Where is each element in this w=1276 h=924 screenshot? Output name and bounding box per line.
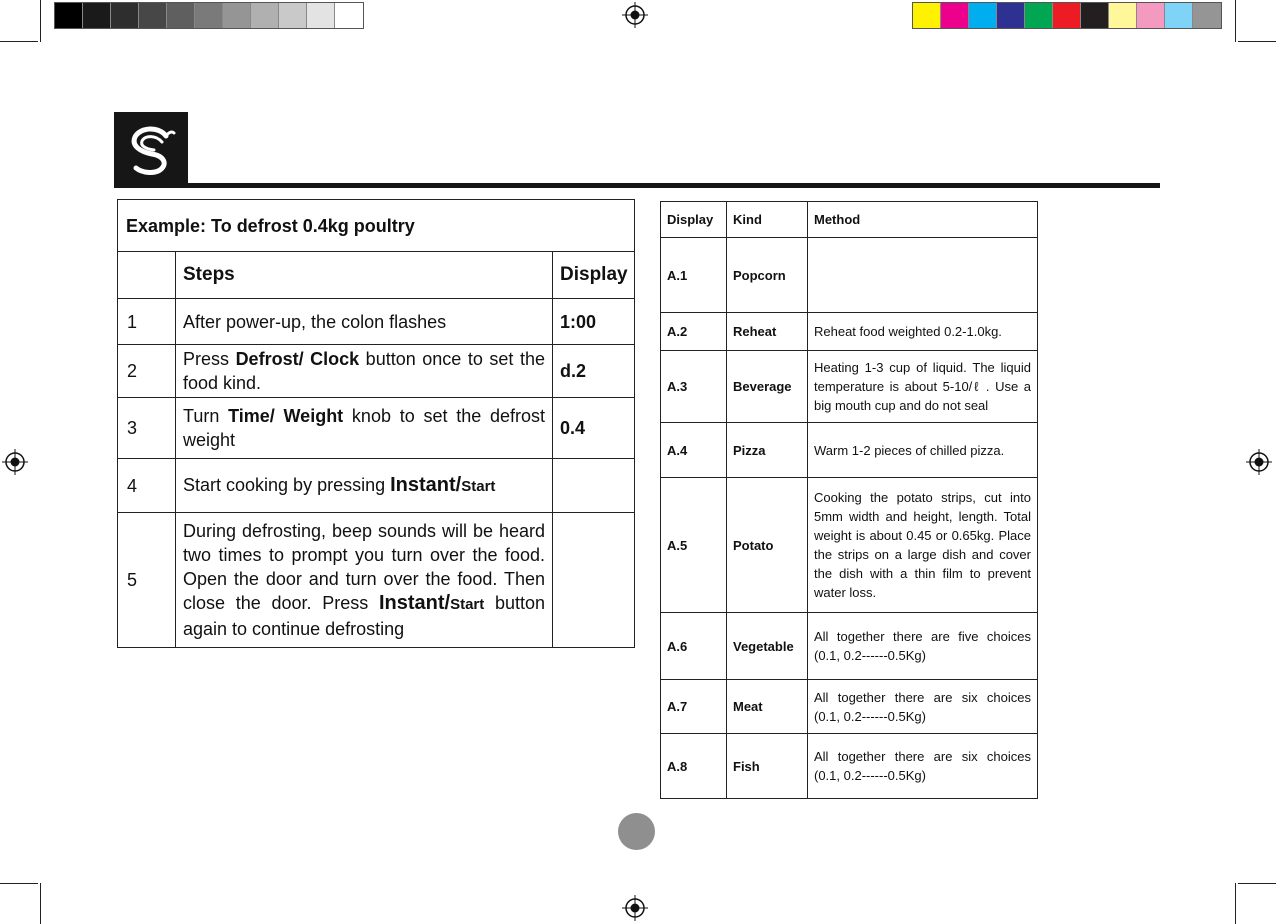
column-header-method: Method: [808, 202, 1038, 238]
header-rule: [114, 183, 1160, 188]
table-header-row: [118, 252, 635, 299]
crop-mark: [1238, 41, 1276, 42]
step-text: During defrosting, beep sounds will be heard two times to prompt you turn over the food. Open the door and turn over the food. Then close the door. Press Instant/Start button again to continue defrosting: [176, 513, 553, 648]
color-swatch: [1137, 3, 1165, 28]
step-number: 4: [118, 459, 176, 513]
menu-code: A.4: [661, 423, 727, 478]
menu-kind: Fish: [727, 734, 808, 799]
menu-code: A.2: [661, 313, 727, 351]
brand-logo: [114, 112, 188, 185]
color-swatch: [1081, 3, 1109, 28]
menu-code: A.3: [661, 351, 727, 423]
crop-mark: [1235, 0, 1236, 42]
color-swatch: [997, 3, 1025, 28]
table-row: [661, 313, 1038, 351]
table-row: [118, 345, 635, 398]
step-number: 3: [118, 398, 176, 459]
column-header-kind: Kind: [727, 202, 808, 238]
registration-mark-icon: [622, 895, 648, 921]
crop-mark: [0, 883, 38, 884]
crop-mark: [40, 0, 41, 42]
menu-code: A.6: [661, 613, 727, 680]
menu-kind: Potato: [727, 478, 808, 613]
color-swatch: [1053, 3, 1081, 28]
crop-mark: [40, 883, 41, 924]
table-row: [661, 423, 1038, 478]
menu-kind: Vegetable: [727, 613, 808, 680]
menu-method: All together there are five choices (0.1, 0.2------0.5Kg): [808, 613, 1038, 680]
step-text: Press Defrost/ Clock button once to set the food kind.: [176, 345, 553, 398]
step-number: 5: [118, 513, 176, 648]
step-display: [553, 513, 635, 648]
color-swatch: [1193, 3, 1221, 28]
step-display: [553, 459, 635, 513]
menu-code: A.8: [661, 734, 727, 799]
color-swatch: [195, 3, 223, 28]
registration-mark-icon: [622, 2, 648, 28]
color-swatch: [941, 3, 969, 28]
crop-mark: [1235, 883, 1236, 924]
table-row: [661, 238, 1038, 313]
step-text: Turn Time/ Weight knob to set the defrost weight: [176, 398, 553, 459]
menu-method: Cooking the potato strips, cut into 5mm width and height, length. Total weight is about 0.45 or 0.65kg. Place the strips on a large dish and cover the dish with a thin film to prevent water loss.: [808, 478, 1038, 613]
color-swatch: [167, 3, 195, 28]
grayscale-calibration-bar: [54, 2, 364, 29]
table-row: [661, 734, 1038, 799]
registration-mark-icon: [2, 449, 28, 475]
table-row: [118, 459, 635, 513]
step-text: After power-up, the colon flashes: [176, 299, 553, 345]
table-row: [118, 398, 635, 459]
color-swatch: [307, 3, 335, 28]
menu-kind: Pizza: [727, 423, 808, 478]
menu-code: A.1: [661, 238, 727, 313]
color-swatch: [1109, 3, 1137, 28]
menu-method: All together there are six choices (0.1, 0.2------0.5Kg): [808, 680, 1038, 734]
menu-method: Warm 1-2 pieces of chilled pizza.: [808, 423, 1038, 478]
color-swatch: [969, 3, 997, 28]
table-row: [661, 351, 1038, 423]
crop-mark: [0, 41, 38, 42]
menu-method: Reheat food weighted 0.2-1.0kg.: [808, 313, 1038, 351]
color-calibration-bar: [912, 2, 1222, 29]
table-title: Example: To defrost 0.4kg poultry: [118, 200, 635, 252]
registration-mark-icon: [1246, 449, 1272, 475]
table-row: [118, 299, 635, 345]
menu-kind: Beverage: [727, 351, 808, 423]
menu-kind: Reheat: [727, 313, 808, 351]
color-swatch: [111, 3, 139, 28]
column-header-display: Display: [661, 202, 727, 238]
step-number: 1: [118, 299, 176, 345]
step-display: d.2: [553, 345, 635, 398]
color-swatch: [251, 3, 279, 28]
table-header-row: [661, 202, 1038, 238]
step-number: 2: [118, 345, 176, 398]
menu-method: All together there are six choices (0.1, 0.2------0.5Kg): [808, 734, 1038, 799]
table-row: [661, 680, 1038, 734]
table-row: [661, 478, 1038, 613]
step-display: 0.4: [553, 398, 635, 459]
color-swatch: [1025, 3, 1053, 28]
menu-method: [808, 238, 1038, 313]
column-header-steps: Steps: [176, 252, 553, 299]
defrost-example-table: [117, 199, 635, 648]
column-header-display: Display: [553, 252, 635, 299]
step-text: Start cooking by pressing Instant/Start: [176, 459, 553, 513]
color-swatch: [335, 3, 363, 28]
table-row: [661, 613, 1038, 680]
color-swatch: [279, 3, 307, 28]
color-swatch: [223, 3, 251, 28]
table-row: [118, 513, 635, 648]
swan-logo-icon: [114, 112, 188, 185]
color-swatch: [1165, 3, 1193, 28]
menu-code: A.5: [661, 478, 727, 613]
page-number-marker: [618, 813, 655, 850]
menu-kind: Popcorn: [727, 238, 808, 313]
menu-code: A.7: [661, 680, 727, 734]
color-swatch: [83, 3, 111, 28]
auto-menu-table: [660, 201, 1038, 799]
color-swatch: [913, 3, 941, 28]
crop-mark: [1238, 883, 1276, 884]
menu-kind: Meat: [727, 680, 808, 734]
color-swatch: [139, 3, 167, 28]
step-display: 1:00: [553, 299, 635, 345]
color-swatch: [55, 3, 83, 28]
table-title-row: [118, 200, 635, 252]
menu-method: Heating 1-3 cup of liquid. The liquid temperature is about 5-10/ℓ . Use a big mouth cup and do not seal: [808, 351, 1038, 423]
